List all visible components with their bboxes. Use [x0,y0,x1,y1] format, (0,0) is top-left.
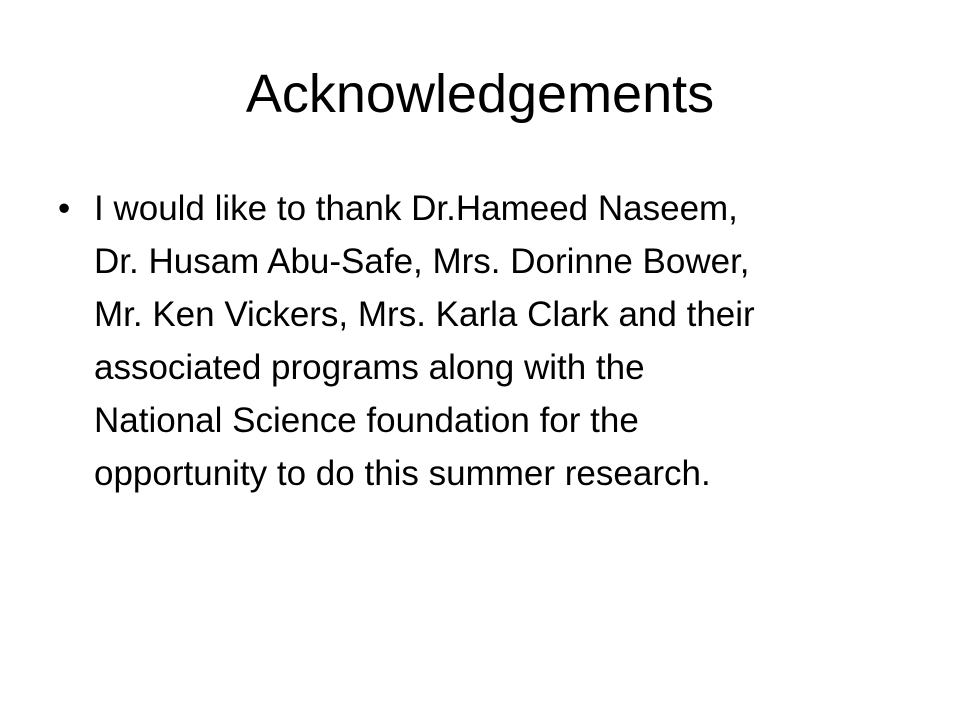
bullet-text-line: Dr. Husam Abu-Safe, Mrs. Dorinne Bower, [94,242,750,281]
bullet-item [58,182,918,500]
bullet-list [58,182,918,500]
slide-title: Acknowledgements [245,64,715,124]
bullet-text-line: opportunity to do this summer research. [94,454,711,493]
bullet-text-line: I would like to thank Dr.Hameed Naseem, [94,189,738,228]
bullet-icon: • [58,189,71,228]
bullet-text-line: associated programs along with the [94,348,645,387]
bullet-text-line: National Science foundation for the [94,401,639,440]
bullet-text-line: Mr. Ken Vickers, Mrs. Karla Clark and their [94,295,755,334]
